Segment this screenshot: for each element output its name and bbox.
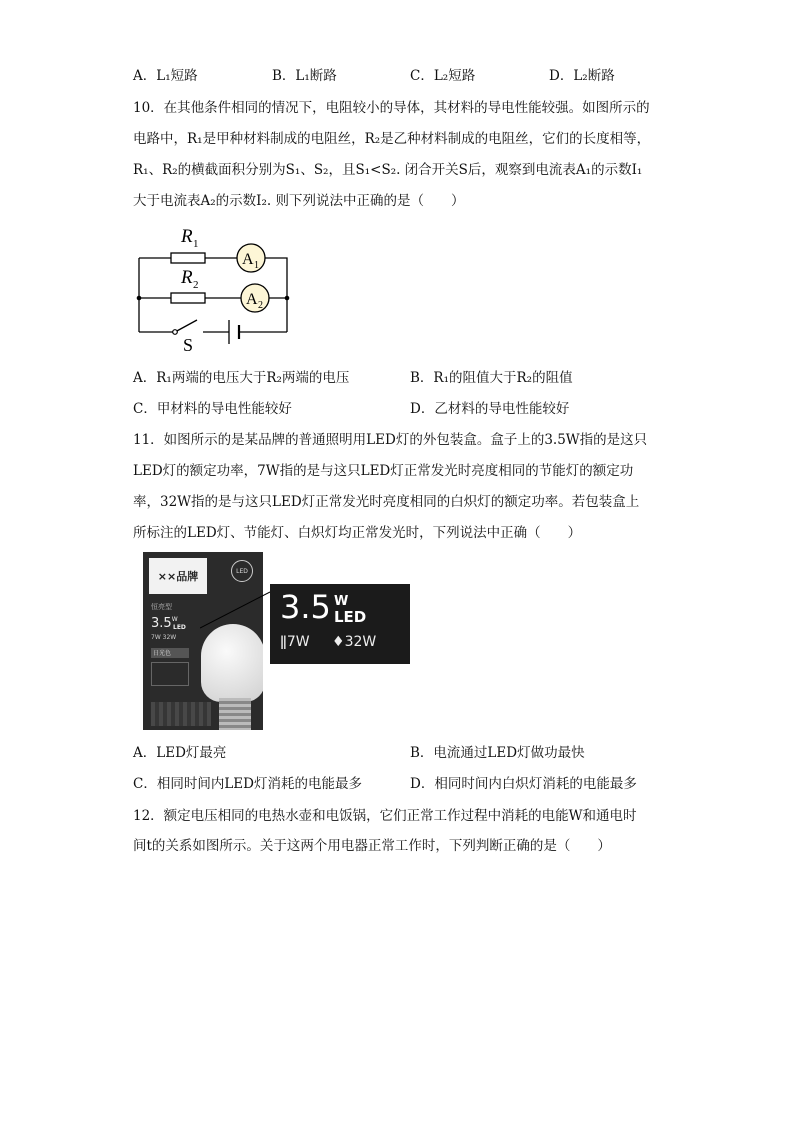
q11-option-b: B．电流通过LED灯做功最快: [410, 745, 585, 761]
q9-option-a: A．L₁短路: [133, 68, 198, 84]
q11-option-d: D．相同时间内白炽灯消耗的电能最多: [410, 776, 637, 792]
decorative-pattern: [151, 702, 211, 726]
q10-stem-line-4: 大于电流表A₂的示数I₂. 则下列说法中正确的是（ ）: [133, 193, 465, 209]
q11-option-a: A．LED灯最亮: [133, 745, 227, 761]
ammeter-a1-sub: 1: [254, 260, 259, 271]
q10-option-c: C．甲材料的导电性能较好: [133, 401, 292, 417]
bulb-image: [201, 624, 263, 702]
q10-stem-line-1: 10．在其他条件相同的情况下，电阻较小的导体，其材料的导电性能较强。如图所示的: [133, 100, 650, 116]
switch-contact: [173, 330, 178, 335]
zoom-7w: ǁ7W: [280, 634, 310, 650]
r1-label: R: [181, 226, 193, 247]
circuit-diagram: [133, 222, 293, 354]
zoom-power-unit: W: [334, 594, 349, 609]
wattage-small: 7W 32W: [151, 634, 177, 641]
type-label: 恒亮型: [151, 603, 172, 611]
zoom-32w: ♦32W: [332, 634, 377, 650]
q9-option-b: B．L₁断路: [272, 68, 337, 84]
zoom-pointer: [200, 590, 272, 630]
ammeter-a2-sub: 2: [258, 300, 263, 311]
color-tag: 日光色: [151, 648, 189, 658]
junction-dot-left: [137, 296, 142, 301]
q12-stem-line-2: 间t的关系如图所示。关于这两个用电器正常工作时，下列判断正确的是（ ）: [133, 838, 611, 854]
ammeter-a2-label: A: [246, 291, 258, 308]
q10-stem-line-3: R₁、R₂的横截面积分别为S₁、S₂，且S₁<S₂. 闭合开关S后，观察到电流表A₁的示数I₁: [133, 162, 643, 178]
ammeter-a1-label: A: [242, 251, 254, 268]
q9-option-d: D．L₂断路: [549, 68, 615, 84]
q10-stem-line-2: 电路中，R₁是甲种材料制成的电阻丝，R₂是乙种材料制成的电阻丝，它们的长度相等，: [133, 131, 651, 147]
zoomed-wattage-label: [270, 584, 410, 664]
q11-stem-line-4: 所标注的LED灯、节能灯、白炽灯均正常发光时，下列说法中正确（ ）: [133, 525, 582, 541]
r2-sub: 2: [193, 279, 199, 291]
zoom-led: LED: [334, 608, 367, 626]
switch-label: S: [183, 335, 194, 354]
q11-stem-line-1: 11．如图所示的是某品牌的普通照明用LED灯的外包装盒。盒子上的3.5W指的是这只: [133, 432, 648, 448]
q10-option-d: D．乙材料的导电性能较好: [410, 401, 570, 417]
zoom-power: 3.5: [280, 588, 331, 626]
q11-stem-line-2: LED灯的额定功率，7W指的是与这只LED灯正常发光时亮度相同的节能灯的额定功: [133, 463, 634, 479]
led-package-photo: [143, 552, 263, 730]
led-small: LED: [173, 624, 186, 631]
led-badge: LED: [231, 560, 253, 582]
junction-dot-right: [285, 296, 290, 301]
q11-option-c: C．相同时间内LED灯消耗的电能最多: [133, 776, 362, 792]
bulb-base: [219, 698, 251, 730]
q9-option-c: C．L₂短路: [410, 68, 476, 84]
power-small: $3.5^W$: [151, 616, 178, 631]
brand-label: ××品牌: [149, 558, 207, 594]
q11-stem-line-3: 率，32W指的是与这只LED灯正常发光时亮度相同的白炽灯的额定功率。若包装盒上: [133, 494, 640, 510]
q10-option-b: B．R₁的阻值大于R₂的阻值: [410, 370, 573, 386]
r1-sub: 1: [193, 238, 199, 250]
r2-label: R: [181, 267, 193, 288]
icon-box: [151, 662, 189, 686]
q10-option-a: A．R₁两端的电压大于R₂两端的电压: [133, 370, 350, 386]
q12-stem-line-1: 12．额定电压相同的电热水壶和电饭锅，它们正常工作过程中消耗的电能W和通电时: [133, 808, 637, 824]
